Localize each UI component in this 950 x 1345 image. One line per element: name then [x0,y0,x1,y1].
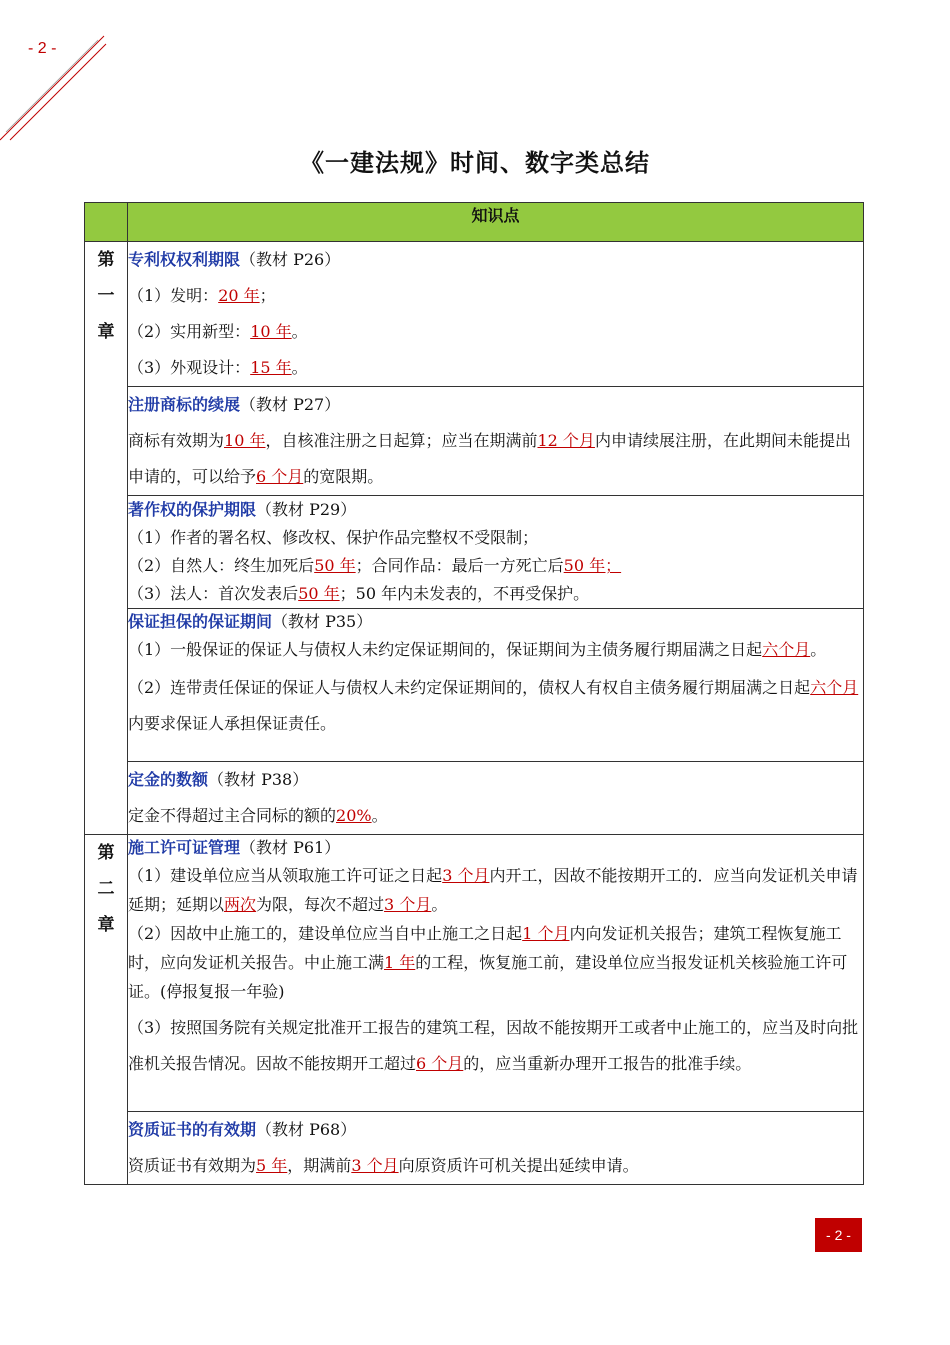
table-row [85,1112,864,1185]
document-title: 《一建法规》时间、数字类总结 [300,149,650,177]
section-patent: 专利权权利期限（教材 P26） （1）发明：20 年； （2）实用新型：10 年。 （3）外观设计：15 年。 [128,242,864,387]
table-row [85,242,864,387]
header-blank-cell [85,203,128,242]
table-row [85,496,864,609]
table-row [85,762,864,835]
knowledge-table [84,202,864,1185]
section-guarantee: 保证担保的保证期间（教材 P35） （1）一般保证的保证人与债权人未约定保证期间的，保证期间为主债务履行期届满之日起六个月。 （2）连带责任保证的保证人与债权人未约定保证期间的，债权人有权自主债务履行期届满之日起六个月内要求保证人承担保证责任。 [128,609,864,762]
page-number-badge: - 2 - [815,1218,862,1252]
section-deposit: 定金的数额（教材 P38） 定金不得超过主合同标的额的20%。 [128,762,864,835]
section-trademark: 注册商标的续展（教材 P27） 商标有效期为10 年，自核准注册之日起算；应当在期满前12 个月内申请续展注册，在此期间未能提出申请的，可以给予6 个月的宽限期。 [128,387,864,496]
section-copyright: 著作权的保护期限（教材 P29） （1）作者的署名权、修改权、保护作品完整权不受限制； （2）自然人：终生加死后50 年；合同作品：最后一方死亡后50 年； （3）法人：首次发表后50 年；50 年内未发表的，不再受保护。 [128,496,864,609]
chapter-2-label: 第 二 章 [85,835,128,1185]
page-number-top: - 2 - [28,40,57,57]
section-construction-permit: 施工许可证管理（教材 P61） （1）建设单位应当从领取施工许可证之日起3 个月内开工，因故不能按期开工的．应当向发证机关申请延期；延期以两次为限，每次不超过3 个月。 （2）因故中止施工的，建设单位应当自中止施工之日起1 个月内向发证机关报告；建筑工程恢复施工时，应向发证机关报告。中止施工满1 年的工程，恢复施工前，建设单位应当报发证机关核验施工许可证。(停报复报一年验) （3）按照国务院有关规定批准开工报告的建筑工程，因故不能按期开工或者中止施工的，应当及时向批准机关报告情况。因故不能按期开工超过6 个月的，应当重新办理开工报告的批准手续。 [128,835,864,1112]
section-qualification-certificate: 资质证书的有效期（教材 P68） 资质证书有效期为5 年，期满前3 个月向原资质许可机关提出延续申请。 [128,1112,864,1185]
table-row [85,387,864,496]
header-knowledge-point: 知识点 [128,203,864,242]
table-header-row [85,203,864,242]
table-row [85,609,864,762]
table-row [85,835,864,1112]
chapter-1-label: 第 一 章 [85,242,128,835]
corner-diagonal-lines [0,0,120,160]
